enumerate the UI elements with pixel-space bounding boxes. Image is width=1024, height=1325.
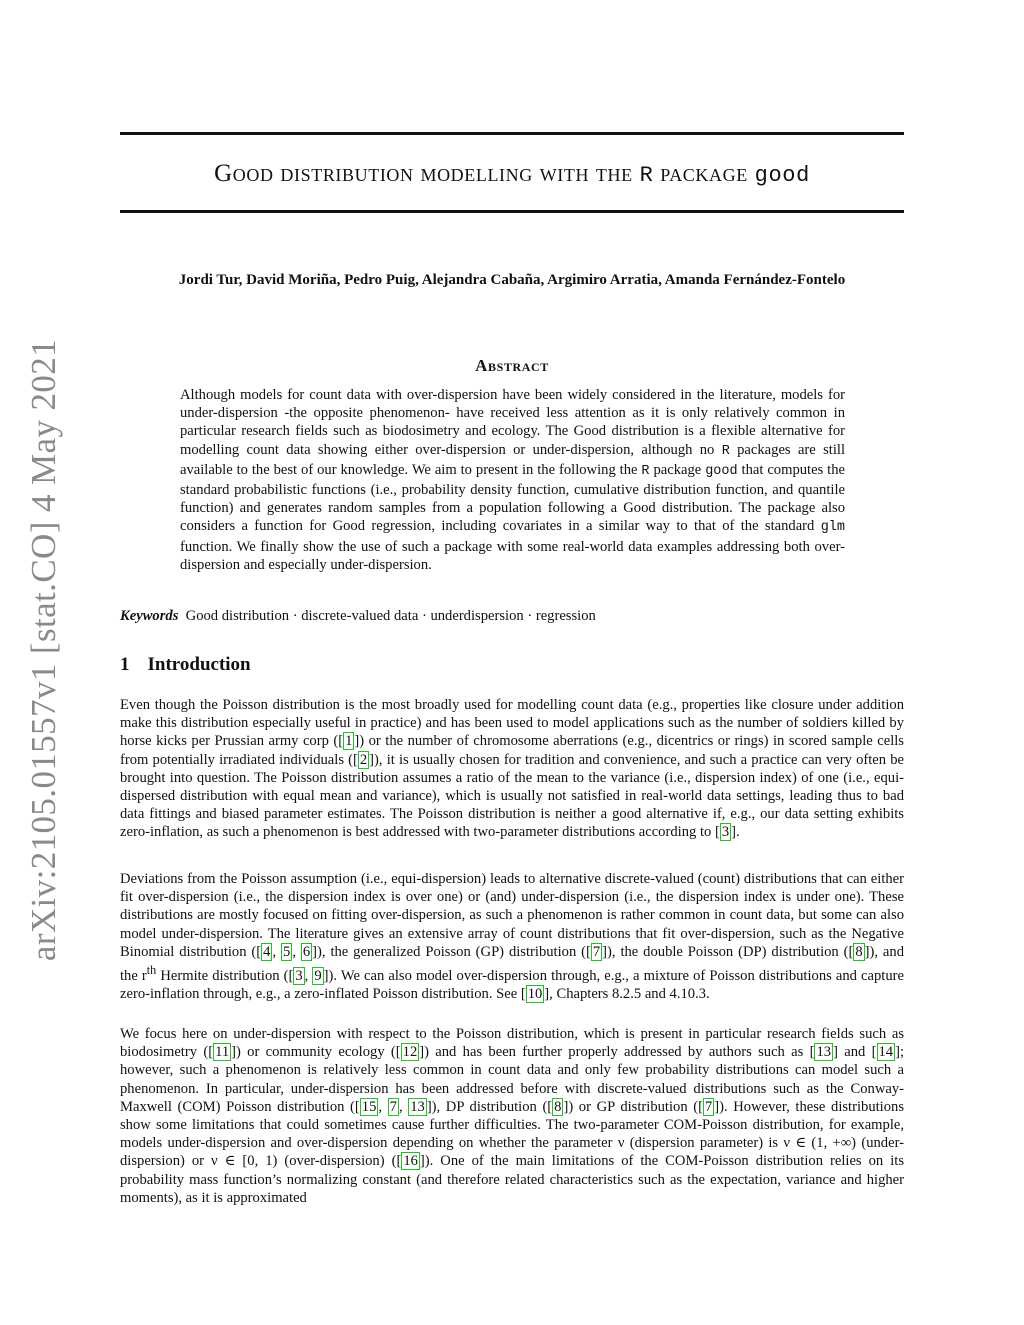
paragraph-text: ]), DP distribution ([ [426,1098,553,1115]
keywords-text: Good distribution · discrete-valued data · underdispersion · regression [185,608,596,624]
citation-link[interactable]: 11 [215,1044,230,1061]
citation-link[interactable]: 8 [554,1098,562,1115]
paragraph-text: We focus here on under-dispersion with respect to the Poisson distribution, which is present in particular research fields such as biodosimetry ([ [120,1026,904,1061]
paragraph-text: Hermite distribution ([ [156,967,294,984]
paragraph-2: Deviations from the Poisson assumption (i.e., equi-dispersion) leads to alternative discrete-valued (count) distributions that can either fit over-dispersion (i.e., the dispersion index is over one) or (and) under-dispersion (i.e., the dispersion index is under one). These distributions are mostly focused on fitting over-dispersion, as such a phenomenon is rather common in count data, but some can also model under-dispersion. The literature gives an extensive array of count distributions that fit over-dispersion, such as the Negative Binomial distribution ([ 4 , 5 , 6 ]), the generalized Poisson (GP) distribution ([ 7 ]), the double Poisson (DP) distribution ([ 8 ]), and the $r^{th}$ Hermite distribution ([ 3 , 9 ]). We can also model over-dispersion through, e.g., a mixture of Poisson distributions and capture zero-inflation through, e.g., a zero-inflated Poisson distribution. See [ 10 ], Chapters 8.2.5 and 4.10.3. [120,871,905,1003]
citation-link[interactable]: 16 [403,1153,418,1170]
code-r: R [721,443,730,459]
citation-link[interactable]: 2 [359,751,368,768]
abstract-text: package [649,461,706,478]
paragraph-text: ]) or the number of chromosome aberrations (e.g., dicentrics or rings) in scored sample cells from potentially irradiated individuals ([ [120,733,904,768]
citation-link[interactable]: 4 [263,943,271,960]
title-package: good [754,163,810,188]
paper-title [120,160,904,188]
citation-link[interactable]: 13 [410,1098,425,1115]
arxiv-sidebar [18,338,70,962]
paragraph-text: ]) or community ecology ([ [231,1044,401,1061]
citation-link[interactable]: 13 [816,1044,832,1061]
citation-link[interactable]: 3 [295,967,303,984]
citation-link[interactable]: 7 [592,943,601,960]
code-r: R [641,463,650,479]
keywords-label: Keywords [120,608,179,624]
title-rule-top [120,132,904,135]
citation-link[interactable]: 3 [721,824,730,841]
citation-link[interactable]: 6 [302,943,311,960]
paragraph-text: ]). However, these distributions show some limitations that could sometimes cause further difficulties. The two-parameter COM-Poisson distribution, for example, models under-dispersion and over-dispersion depending on whether the parameter ν (dispersion parameter) is ν ∈ (1, +∞) (under-dispersion) or ν ∈ [0, 1) (over-dispersion) ([ [120,1098,905,1170]
citation-link[interactable]: 8 [855,943,863,960]
abstract-text: packages are still available to the best of our knowledge. We aim to present in the following the [180,441,845,478]
title-middle: package [653,160,755,187]
citation-link[interactable]: 7 [704,1098,713,1115]
title-rule-bottom [120,210,904,213]
paragraph-text: ]. [731,824,740,841]
paragraph-text: ]; however, such a phenomenon is relatively less common in count data and only few probability distributions can model such a phenomenon. In particular, under-dispersion has been addressed before with discrete-valued distributions such as the Conway-Maxwell (COM) Poisson distribution ([ [120,1044,905,1115]
paragraph-text: ]) and has been further properly addressed by authors such as [ [419,1044,815,1061]
code-glm: glm [820,520,845,536]
citation-link[interactable]: 14 [878,1044,894,1061]
citation-link[interactable]: 9 [314,967,322,984]
paragraph-text: ]). One of the main limitations of the COM-Poisson distribution relies on its probability mass function’s normalizing constant (and therefore related characteristics such as the expectation, variance and higher moments), as it is approximated [120,1153,904,1206]
citation-link[interactable]: 1 [345,733,353,750]
paragraph-3: We focus here on under-dispersion with respect to the Poisson distribution, which is present in particular research fields such as biodosimetry ([ 11 ]) or community ecology ([ 12 ]) and has been further properly addressed by authors such as [ 13 ] and [ 14 ]; however, such a phenomenon is relatively less common in count data and only few probability distributions can model such a phenomenon. In particular, under-dispersion has been addressed before with discrete-valued distributions such as the Conway-Maxwell (COM) Poisson distribution ([ 15 , 7 , 13 ]), DP distribution ([ 8 ]) or GP distribution ([ 7 ]). However, these distributions show some limitations that could sometimes cause further difficulties. The two-parameter COM-Poisson distribution, for example, models under-dispersion and over-dispersion depending on whether the parameter ν (dispersion parameter) is ν ∈ (1, +∞) (under-dispersion) or ν ∈ [0, 1) (over-dispersion) ([ 16 ]). One of the main limitations of the COM-Poisson distribution relies on its probability mass function’s normalizing constant (and therefore related characteristics such as the expectation, variance and higher moments), as it is approximated [120,1026,905,1206]
keywords [120,608,904,625]
paragraph-text: Deviations from the Poisson assumption (i.e., equi-dispersion) leads to alternative discrete-valued (count) distributions that can either fit over-dispersion (i.e., the dispersion index is over one) or (and) under-dispersion (i.e., the dispersion index is under one). These distributions are mostly focused on fitting over-dispersion, as such a phenomenon is rather common in count data, but some can also model under-dispersion. The literature gives an extensive array of count distributions that fit over-dispersion, such as the Negative Binomial distribution ([ [120,871,904,960]
citation-link[interactable]: 10 [527,986,543,1003]
abstract-text: that computes the standard probabilistic functions (i.e., probability density function, cumulative distribution function, and quantile function) and generates random samples from a population following a Good distribution. The package also considers a function for Good regression, including covariates in a similar way to that of the standard [180,461,845,535]
abstract-body [180,386,845,574]
title-prefix: Good distribution modelling with the [214,160,640,187]
paragraph-text: ]). We can also model over-dispersion through, e.g., a mixture of Poisson distributions and capture zero-inflation through, e.g., a zero-inflated Poisson distribution. See [ [120,967,904,1003]
paragraph-text: ] and [ [833,1044,877,1061]
citation-link[interactable]: 7 [389,1098,397,1115]
superscript: th [146,963,157,978]
paragraph-text: ]), the generalized Poisson (GP) distribution ([ [312,943,591,960]
abstract-text: function. We finally show the use of such a package with some real-world data examples addressing both over-dispersion and especially under-dispersion. [180,538,845,573]
paragraph-text: ]), and the r [120,943,905,984]
paragraph-text: ]), the double Poisson (DP) distribution ([ [602,943,854,960]
section-title: Introduction [147,654,251,675]
arxiv-identifier: arXiv:2105.01557v1 [stat.CO] 4 May 2021 [24,338,63,962]
section-heading [120,654,251,676]
title-r: R [639,163,654,188]
citation-link[interactable]: 12 [402,1044,418,1061]
paragraph-text: ]) or GP distribution ([ [563,1098,703,1115]
paragraph-text: ]), it is usually chosen for tradition and convenience, and such a practice can very often be brought into question. The Poisson distribution assumes a ratio of the mean to the variance (i.e., dispersion index) of one (i.e., equi-dispersed distribution with equal mean and variance), which is usually not satisfied in real-world data settings, leading thus to bad data fittings and biased parameter estimates. The Poisson distribution is neither a good alternative if, e.g., our data setting exhibits zero-inflation, as such a phenomenon is best addressed with two-parameter distributions according to [ [120,751,904,841]
section-number: 1 [120,654,130,675]
paragraph-text: Even though the Poisson distribution is the most broadly used for modelling count data (e.g., properties like closure under addition make this distribution especially useful in practice) and has been used to model applications such as the number of soldiers killed by horse kicks per Prussian army corp ([ [120,697,904,750]
abstract-text: Although models for count data with over-dispersion have been widely considered in the literature, models for under-dispersion -the opposite phenomenon- have received less attention as it is only relatively common in particular research fields such as biodosimetry and ecology. The Good distribution is a flexible alternative for modelling count data showing either over-dispersion or under-dispersion, although no [180,387,845,458]
abstract-heading: Abstract [475,356,549,375]
citation-link[interactable]: 5 [283,943,291,960]
paragraph-text: ], Chapters 8.2.5 and 4.10.3. [544,986,710,1003]
author-list: Jordi Tur, David Moriña, Pedro Puig, Alejandra Cabaña, Argimiro Arratia, Amanda Fernández-Fontelo [178,272,846,288]
citation-link[interactable]: 15 [361,1098,377,1115]
code-package: good [705,463,738,479]
paragraph-1 [120,696,904,842]
